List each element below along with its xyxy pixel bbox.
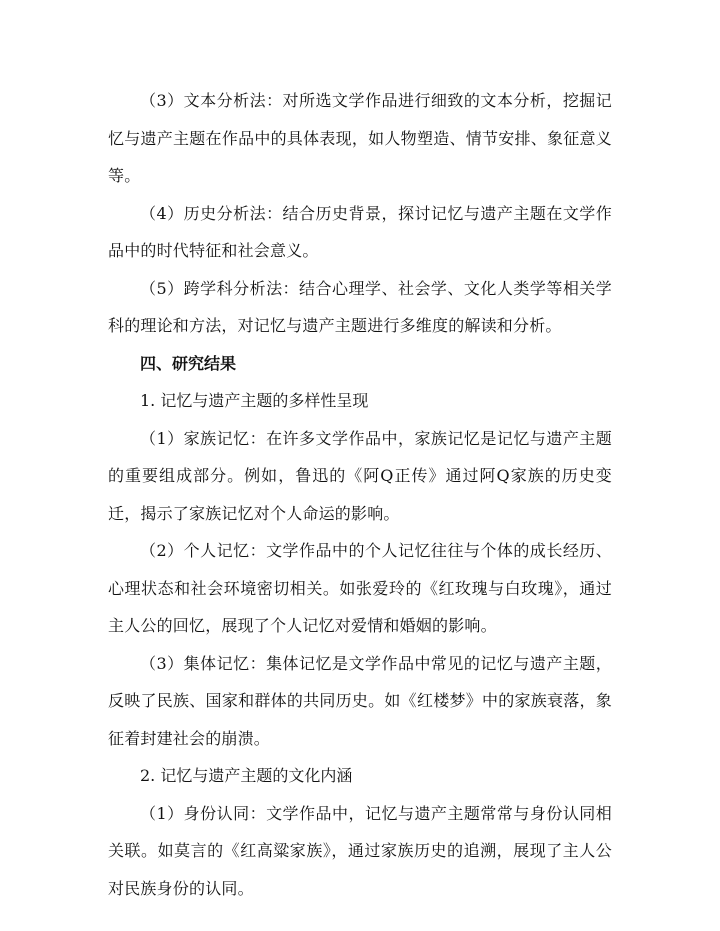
- subsection-heading-culture: 2. 记忆与遗产主题的文化内涵: [140, 766, 353, 785]
- section-heading-results: 四、研究结果: [140, 353, 237, 373]
- method-interdisciplinary-analysis: （5）跨学科分析法：结合心理学、社会学、文化人类学等相关学科的理论和方法，对记忆与遗产主题进行多维度的解读和分析。: [108, 278, 612, 335]
- method-text-analysis: （3）文本分析法：对所选文学作品进行细致的文本分析，挖掘记忆与遗产主题在作品中的具体表现，如人物塑造、情节安排、象征意义等。: [108, 91, 612, 185]
- subsection-heading-diversity: 1. 记忆与遗产主题的多样性呈现: [140, 391, 369, 410]
- identity-paragraph: （1）身份认同：文学作品中，记忆与遗产主题常常与身份认同相关联。如莫言的《红高粱家族》，通过家族历史的追溯，展现了主人公对民族身份的认同。: [108, 803, 612, 898]
- page-body: [108, 82, 612, 907]
- collective-memory-paragraph: （3）集体记忆：集体记忆是文学作品中常见的记忆与遗产主题，反映了民族、国家和群体的共同历史。如《红楼梦》中的家族衰落，象征着封建社会的崩溃。: [108, 653, 612, 748]
- family-memory-paragraph: （1）家族记忆：在许多文学作品中，家族记忆是记忆与遗产主题的重要组成部分。例如，鲁迅的《阿Q正传》通过阿Q家族的历史变迁，揭示了家族记忆对个人命运的影响。: [108, 428, 612, 523]
- method-historical-analysis: （4）历史分析法：结合历史背景，探讨记忆与遗产主题在文学作品中的时代特征和社会意义。: [108, 203, 612, 260]
- personal-memory-paragraph: （2）个人记忆：文学作品中的个人记忆往往与个体的成长经历、心理状态和社会环境密切相关。如张爱玲的《红玫瑰与白玫瑰》，通过主人公的回忆，展现了个人记忆对爱情和婚姻的影响。: [108, 541, 612, 635]
